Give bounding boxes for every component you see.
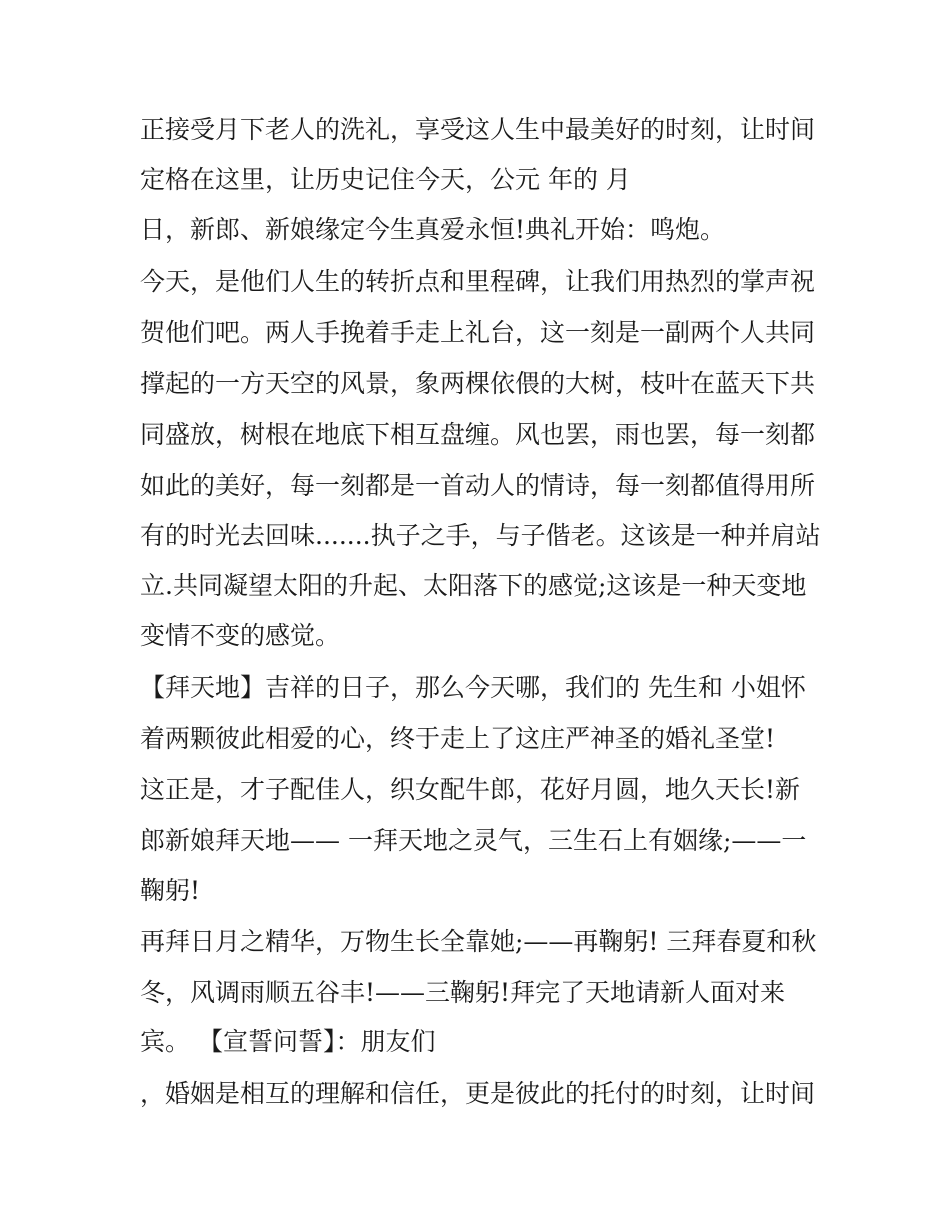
text-line: 立.共同凝望太阳的升起、太阳落下的感觉;这该是一种天变地 bbox=[140, 571, 807, 600]
text-line: 撑起的一方天空的风景，象两棵依偎的大树，枝叶在蓝天下共 bbox=[140, 369, 816, 398]
text-line: 有的时光去回味.......执子之手，与子偕老。这该是一种并肩站 bbox=[140, 521, 821, 550]
text-line: 日，新郎、新娘缘定今生真爱永恒!典礼开始：鸣炮。 bbox=[140, 215, 726, 244]
text-line: 宾。 【宣誓问誓】：朋友们 bbox=[140, 1027, 436, 1056]
text-line: 鞠躬! bbox=[140, 876, 201, 905]
text-line: 定格在这里，让历史记住今天，公元 年的 月 bbox=[140, 165, 631, 194]
text-line: 变情不变的感觉。 bbox=[140, 621, 341, 650]
text-line: 这正是，才子配佳人，织女配牛郎，花好月圆，地久天长!新 bbox=[140, 775, 801, 804]
text-line: 着两颗彼此相爱的心，终于走上了这庄严神圣的婚礼圣堂! bbox=[140, 724, 776, 753]
text-line: 郎新娘拜天地—— 一拜天地之灵气，三生石上有姻缘;——一 bbox=[140, 826, 807, 855]
text-line: ，婚姻是相互的理解和信任，更是彼此的托付的时刻，让时间 bbox=[140, 1079, 816, 1108]
text-line: 正接受月下老人的洗礼，享受这人生中最美好的时刻，让时间 bbox=[140, 115, 816, 144]
text-line: 同盛放，树根在地底下相互盘缠。风也罢，雨也罢，每一刻都 bbox=[140, 420, 816, 449]
text-line: 今天，是他们人生的转折点和里程碑，让我们用热烈的掌声祝 bbox=[140, 267, 816, 296]
text-line: 冬，风调雨顺五谷丰!——三鞠躬!拜完了天地请新人面对来 bbox=[140, 978, 786, 1007]
text-line: 如此的美好，每一刻都是一首动人的情诗，每一刻都值得用所 bbox=[140, 471, 816, 500]
text-line: 贺他们吧。两人手挽着手走上礼台，这一刻是一副两个人共同 bbox=[140, 318, 816, 347]
text-line: 【拜天地】吉祥的日子，那么今天哪，我们的 先生和 小姐怀 bbox=[140, 673, 806, 702]
text-line: 再拜日月之精华，万物生长全靠她;——再鞠躬! 三拜春夏和秋 bbox=[140, 927, 817, 956]
